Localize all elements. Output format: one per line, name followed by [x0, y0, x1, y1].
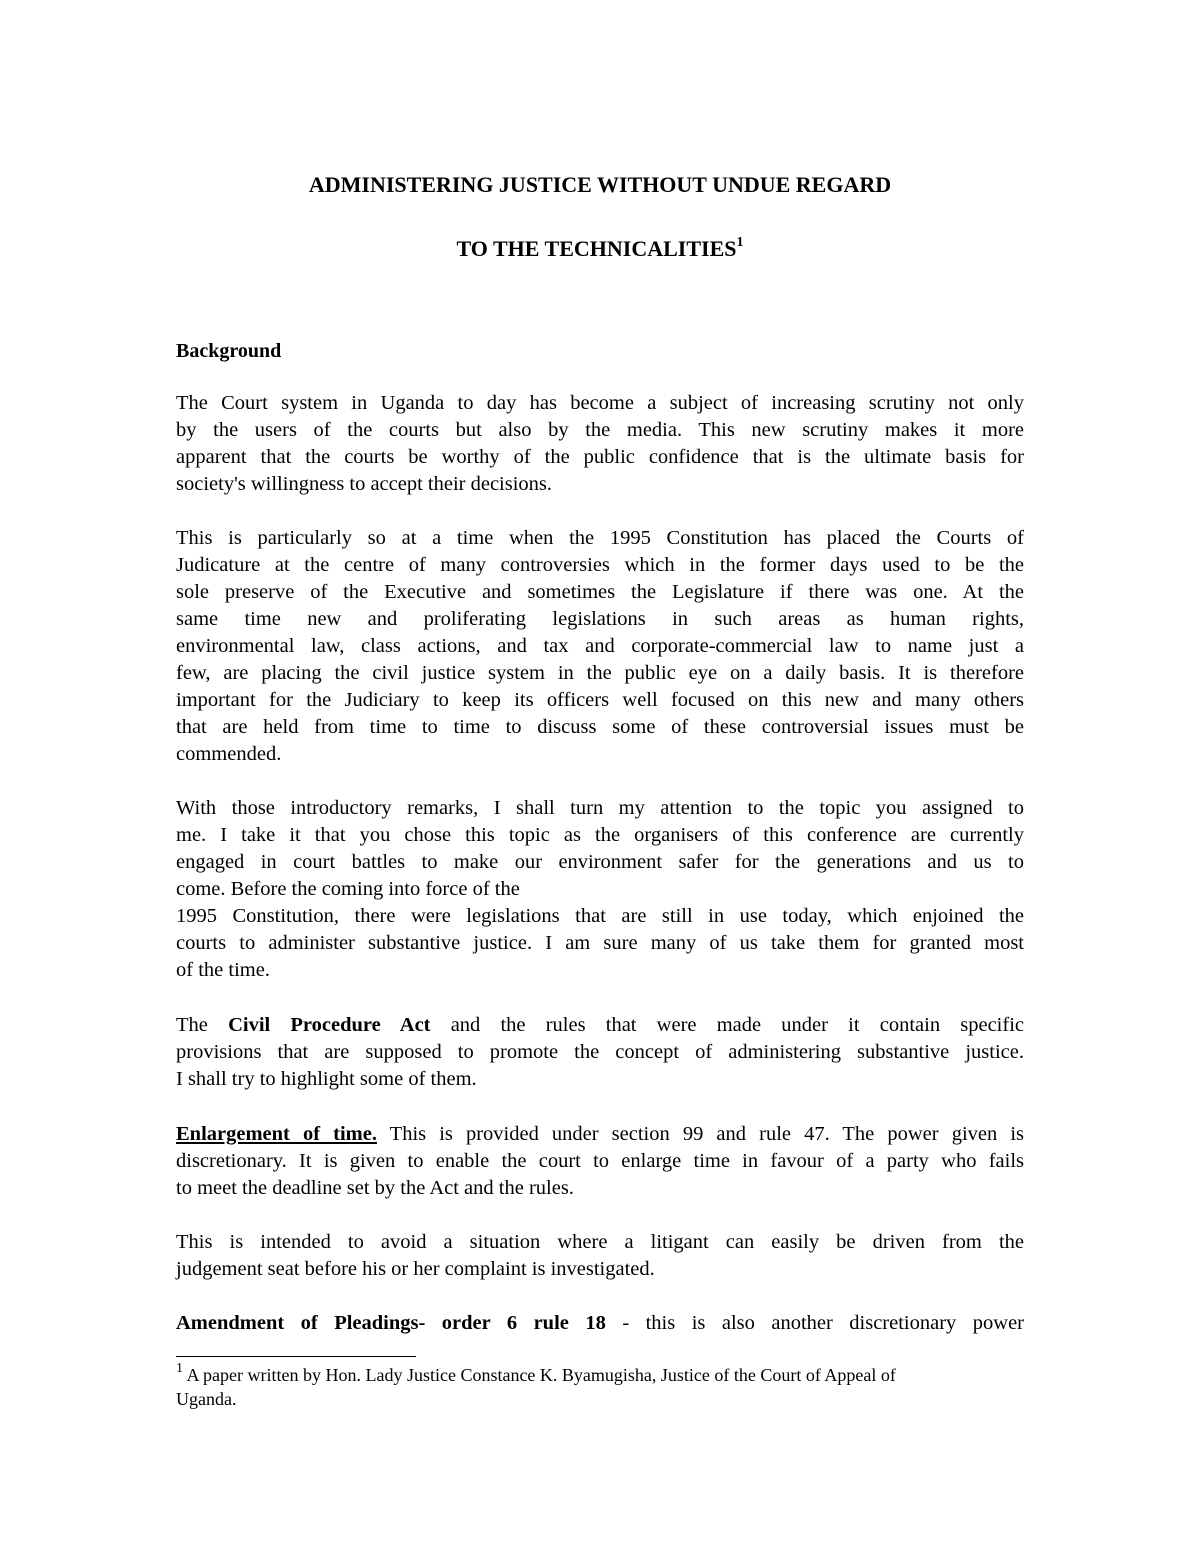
paragraph-line: apparent that the courts be worthy of the public confidence that is the ultimate basis for	[176, 446, 1024, 468]
title-text: TO THE TECHNICALITIES	[456, 236, 737, 261]
footnote-separator	[176, 1356, 416, 1357]
paragraph-line: Judicature at the centre of many controversies which in the former days used to be the	[176, 554, 1024, 576]
paragraph-line: I shall try to highlight some of them.	[176, 1068, 477, 1090]
paragraph-7	[176, 1310, 1024, 1337]
paragraph-line: provisions that are supposed to promote the concept of administering substantive justice.	[176, 1041, 1024, 1063]
footnote-line	[176, 1363, 1024, 1387]
enlargement-of-time-heading: Enlargement of time.	[176, 1123, 377, 1145]
paragraph-line: that are held from time to time to discuss some of these controversial issues must be	[176, 716, 1024, 738]
paragraph-line	[176, 1121, 1024, 1148]
paragraph-line: same time new and proliferating legislations in such areas as human rights,	[176, 608, 1024, 630]
paragraph-line: to meet the deadline set by the Act and the rules.	[176, 1177, 574, 1199]
paragraph-line: me. I take it that you chose this topic as the organisers of this conference are currently	[176, 824, 1024, 846]
paragraph-line: sole preserve of the Executive and sometimes the Legislature if there was one. At the	[176, 581, 1024, 603]
footnote-text: A paper written by Hon. Lady Justice Constance K. Byamugisha, Justice of the Court of Appeal of	[183, 1365, 896, 1385]
paragraph-line: With those introductory remarks, I shall turn my attention to the topic you assigned to	[176, 797, 1024, 819]
footnote	[176, 1363, 1024, 1411]
paragraph-5	[176, 1121, 1024, 1202]
paragraph-line	[176, 1310, 1024, 1337]
paragraph-line: of the time.	[176, 959, 270, 981]
paragraph-1	[176, 390, 1024, 498]
civil-procedure-act-term: Civil Procedure Act	[228, 1014, 431, 1036]
paragraph-line	[176, 1012, 1024, 1039]
paragraph-line: judgement seat before his or her complaint is investigated.	[176, 1258, 655, 1280]
paragraph-line: This is particularly so at a time when the 1995 Constitution has placed the Courts of	[176, 527, 1024, 549]
paragraph-line: 1995 Constitution, there were legislations that are still in use today, which enjoined the	[176, 905, 1024, 927]
paragraph-line: commended.	[176, 743, 282, 765]
amendment-of-pleadings-heading: Amendment of Pleadings- order 6 rule 18	[176, 1312, 606, 1334]
document-title-line-2	[0, 236, 1200, 262]
paragraph-text: and the rules that were made under it contain specific	[430, 1014, 1024, 1036]
paragraph-4	[176, 1012, 1024, 1093]
paragraph-line: few, are placing the civil justice system in the public eye on a daily basis. It is therefore	[176, 662, 1024, 684]
paragraph-line: The Court system in Uganda to day has become a subject of increasing scrutiny not only	[176, 392, 1024, 414]
document-title-line-1: ADMINISTERING JUSTICE WITHOUT UNDUE REGARD	[308, 172, 892, 197]
paragraph-text: The	[176, 1014, 229, 1036]
paragraph-line: by the users of the courts but also by the media. This new scrutiny makes it more	[176, 419, 1024, 441]
paragraph-line: discretionary. It is given to enable the court to enlarge time in favour of a party who fails	[176, 1150, 1024, 1172]
background-heading: Background	[176, 340, 282, 362]
paragraph-line: society's willingness to accept their decisions.	[176, 473, 553, 495]
paragraph-3	[176, 795, 1024, 984]
paragraph-line: engaged in court battles to make our environment safer for the generations and us to	[176, 851, 1024, 873]
title-footnote-ref[interactable]: 1	[736, 234, 744, 250]
paragraph-line: courts to administer substantive justice. I am sure many of us take them for granted most	[176, 932, 1024, 954]
paragraph-line: important for the Judiciary to keep its officers well focused on this new and many others	[176, 689, 1024, 711]
paragraph-line: environmental law, class actions, and tax and corporate-commercial law to name just a	[176, 635, 1024, 657]
paragraph-line: come. Before the coming into force of the	[176, 878, 520, 900]
footnote-number: 1	[176, 1361, 183, 1376]
paragraph-6	[176, 1229, 1024, 1283]
paragraph-2	[176, 525, 1024, 768]
paragraph-text: - this is also another discretionary power	[605, 1312, 1024, 1334]
paragraph-line: This is intended to avoid a situation where a litigant can easily be driven from the	[176, 1231, 1024, 1253]
paragraph-text: This is provided under section 99 and rule 47. The power given is	[376, 1123, 1024, 1145]
footnote-line: Uganda.	[176, 1389, 237, 1409]
